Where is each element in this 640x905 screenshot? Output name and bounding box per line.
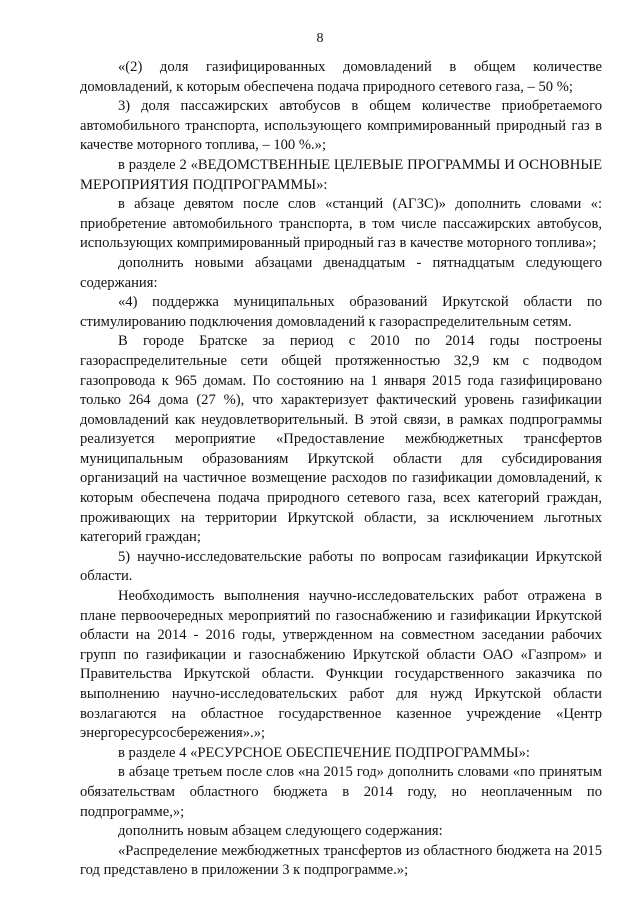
paragraph-2: 3) доля пассажирских автобусов в общем количестве приобретаемого автомобильного транспорта, использующего компримированный природный газ в качестве моторного топлива, – 100 %.»;: [80, 98, 602, 154]
paragraph-7: В городе Братске за период с 2010 по 2014 годы построены газораспределительные сети общей протяженностью 32,9 км с подводом газопровода к 965 домам. По состоянию на 1 января 2015 года газифицировано только 264 дома (27 %), что характеризует фактический уровень газификации домовладений как неудовлетворительный. В этой связи, в рамках подпрограммы реализуется мероприятие «Предоставление межбюджетных трансфертов муниципальным образованиям Иркутской области для субсидирования организаций на частичное возмещение расходов по газификации домовладений, к которым обеспечена подача природного сетевого газа, всех категорий граждан, проживающих на территории Иркутской области, за исключением льготных категорий граждан;: [80, 333, 602, 546]
paragraph-10: в разделе 4 «РЕСУРСНОЕ ОБЕСПЕЧЕНИЕ ПОДПРОГРАММЫ»:: [118, 744, 530, 761]
paragraph-5: дополнить новыми абзацами двенадцатым - пятнадцатым следующего содержания:: [80, 254, 602, 291]
paragraph-4: в абзаце девятом после слов «станций (АГЗС)» дополнить словами «: приобретение автомобильного транспорта, в том числе пассажирских автобусов, использующих компримированный природный газ в качестве моторного топлива»;: [80, 196, 602, 252]
paragraph-11: в абзаце третьем после слов «на 2015 год» дополнить словами «по принятым обязательствам областного бюджета в 2014 году, но неоплаченным по подпрограмме,»;: [80, 764, 602, 820]
paragraph-13: «Распределение межбюджетных трансфертов из областного бюджета на 2015 год представлено в приложении 3 к подпрограмме.»;: [80, 842, 602, 879]
page-number: 8: [316, 31, 324, 46]
paragraph-1: «(2) доля газифицированных домовладений в общем количестве домовладений, к которым обеспечена подача природного сетевого газа, – 50 %;: [80, 59, 602, 95]
paragraph-3: в разделе 2 «ВЕДОМСТВЕННЫЕ ЦЕЛЕВЫЕ ПРОГРАММЫ И ОСНОВНЫЕ МЕРОПРИЯТИЯ ПОДПРОГРАММЫ»:: [80, 156, 602, 193]
document-body: [80, 58, 602, 881]
paragraph-8: 5) научно-исследовательские работы по вопросам газификации Иркутской области.: [80, 548, 602, 585]
paragraph-9: Необходимость выполнения научно-исследовательских работ отражена в плане первоочередных мероприятий по газоснабжению и газификации Иркутской области на 2014 - 2016 годы, утвержденном на совместном заседании рабочих групп по газификации и газоснабжению Иркутской области ОАО «Газпром» и Правительства Иркутской области. Функции государственного заказчика по выполнению научно-исследовательских работ для нужд Иркутской области возлагаются на областное государственное казенное учреждение «Центр энергоресурсосбережения».»;: [80, 588, 602, 742]
paragraph-12: дополнить новым абзацем следующего содержания:: [118, 823, 443, 840]
paragraph-6: «4) поддержка муниципальных образований Иркутской области по стимулированию подключения домовладений к газораспределительным сетям.: [80, 294, 602, 330]
